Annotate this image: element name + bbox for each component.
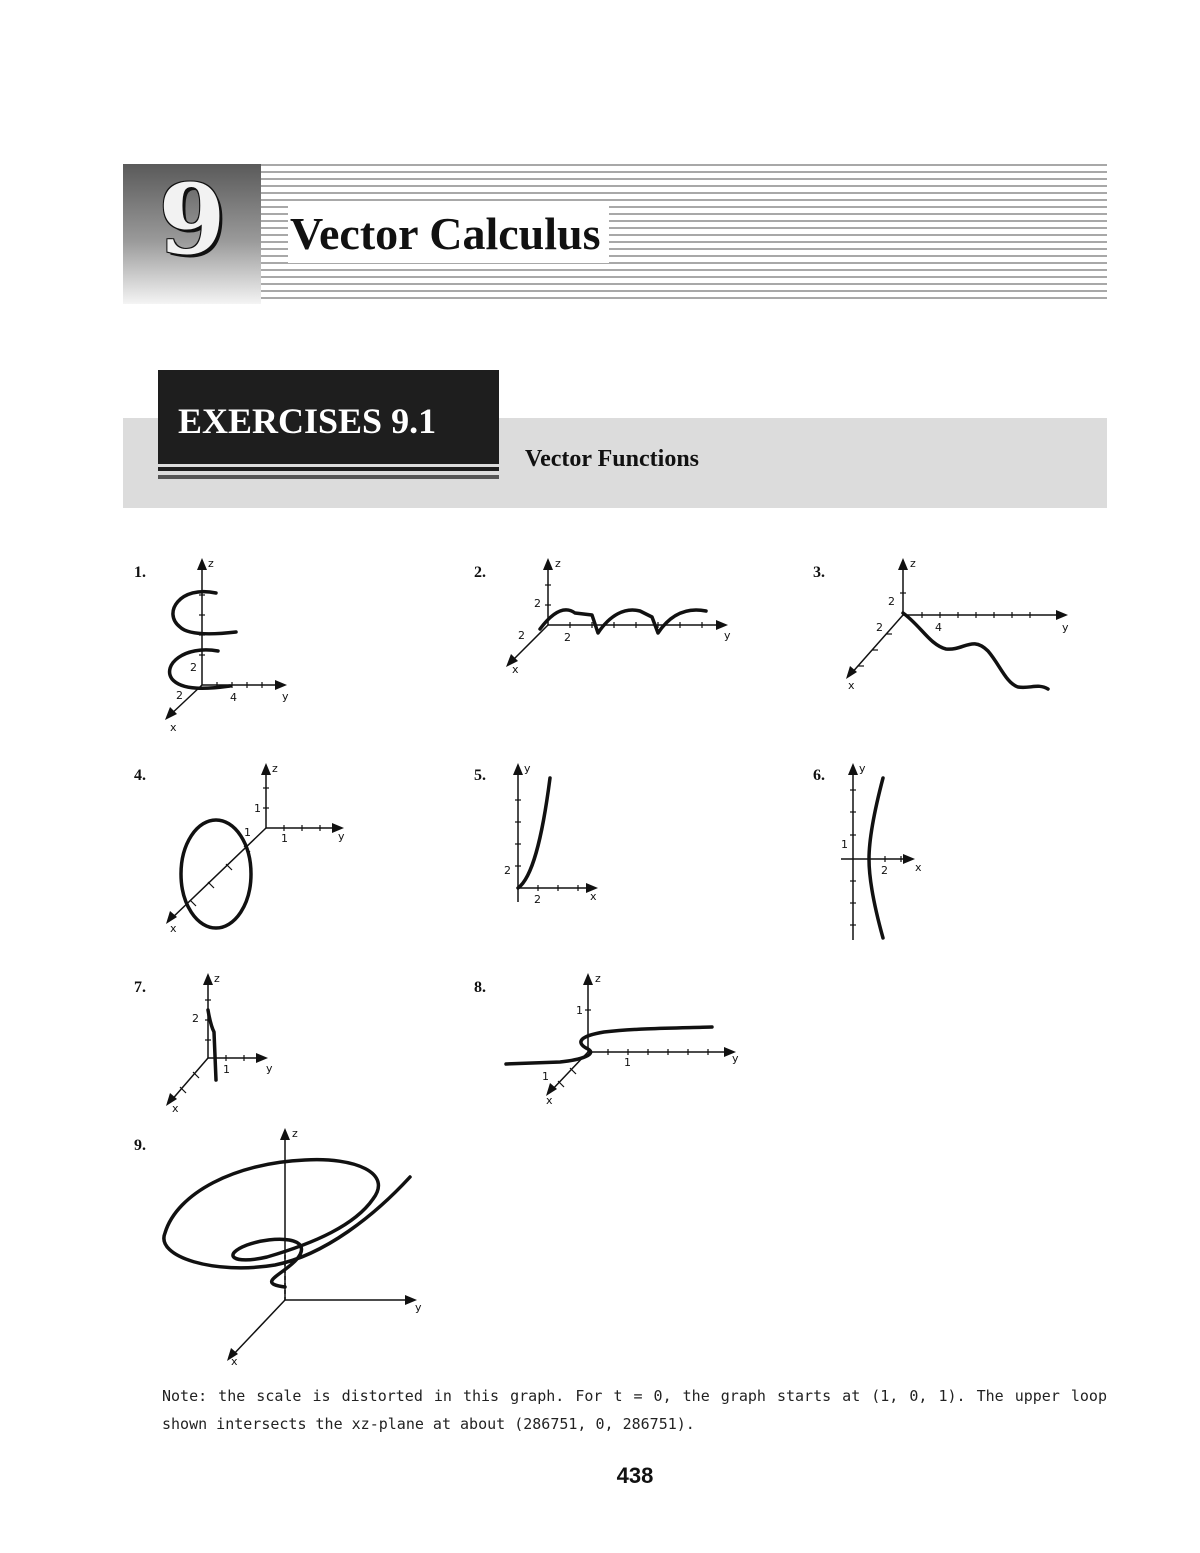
axis-label-x: x xyxy=(546,1094,553,1107)
tick-label: 1 xyxy=(254,802,261,815)
exercise-number-7: 7. xyxy=(134,979,146,996)
axis-label-y: y xyxy=(732,1052,739,1065)
axis-label-z: z xyxy=(214,972,220,985)
section-label: EXERCISES 9.1 xyxy=(178,401,437,441)
axis-label-x: x xyxy=(170,721,177,734)
axes xyxy=(166,763,344,924)
axes xyxy=(227,1128,417,1361)
tick-label: 1 xyxy=(576,1004,583,1017)
axis-label-z: z xyxy=(272,762,278,775)
tick-label: 2 xyxy=(518,629,525,642)
curve xyxy=(518,778,550,888)
tick-label: 2 xyxy=(504,864,511,877)
axis-label-x: x xyxy=(915,861,922,874)
exercise-number-4: 4. xyxy=(134,767,146,784)
section-subtitle: Vector Functions xyxy=(525,446,699,472)
tick-label: 4 xyxy=(230,691,237,704)
curve xyxy=(869,778,883,938)
axis-label-y: y xyxy=(859,762,866,775)
section-rule xyxy=(158,467,499,471)
graph-3 xyxy=(840,555,1080,695)
chapter-title: Vector Calculus xyxy=(288,205,609,263)
curve xyxy=(208,1010,216,1080)
tick-label: 2 xyxy=(534,893,541,906)
graph-9 xyxy=(155,1125,440,1370)
exercise-number-9: 9. xyxy=(134,1137,146,1154)
graph-1 xyxy=(160,555,300,735)
axis-label-x: x xyxy=(172,1102,179,1115)
exercise-number-6: 6. xyxy=(813,767,825,784)
curve xyxy=(903,613,1048,689)
axis-label-x: x xyxy=(170,922,177,935)
axes xyxy=(166,973,268,1106)
curve xyxy=(506,1027,712,1064)
graph-4 xyxy=(160,760,360,935)
axis-label-y: y xyxy=(1062,621,1069,634)
axis-label-y: y xyxy=(266,1062,273,1075)
chapter-number-box xyxy=(123,164,261,304)
axis-label-z: z xyxy=(208,557,214,570)
axis-label-x: x xyxy=(848,679,855,692)
axis-label-y: y xyxy=(415,1301,422,1314)
graph-8 xyxy=(500,970,750,1110)
page-number: 438 xyxy=(616,1463,654,1488)
tick-label: 2 xyxy=(190,661,197,674)
tick-label: 2 xyxy=(192,1012,199,1025)
tick-label: 1 xyxy=(542,1070,549,1083)
graph-7 xyxy=(160,970,290,1115)
graph-note: Note: the scale is distorted in this graph. For t = 0, the graph starts at (1, 0, 1). The upper loop shown intersects the xz-plane at about (286751, 0, 286751). xyxy=(162,1387,1107,1433)
tick-label: 2 xyxy=(176,689,183,702)
axis-label-z: z xyxy=(555,557,561,570)
graph-2 xyxy=(500,555,745,705)
exercise-number-3: 3. xyxy=(813,564,825,581)
tick-label: 2 xyxy=(564,631,571,644)
curve xyxy=(540,610,706,633)
graph-6 xyxy=(835,760,935,945)
curve xyxy=(164,1160,410,1287)
axis-label-x: x xyxy=(512,663,519,676)
axis-label-z: z xyxy=(910,557,916,570)
tick-label: 2 xyxy=(881,864,888,877)
tick-label: 2 xyxy=(876,621,883,634)
curve xyxy=(181,820,251,928)
exercise-number-8: 8. xyxy=(474,979,486,996)
tick-label: 1 xyxy=(244,826,251,839)
chapter-number: 9 xyxy=(158,163,226,276)
axis-label-y: y xyxy=(282,690,289,703)
section-rule xyxy=(158,475,499,479)
exercise-number-1: 1. xyxy=(134,564,146,581)
section-label-box xyxy=(158,370,499,464)
axis-label-y: y xyxy=(524,762,531,775)
graph-5 xyxy=(500,760,610,910)
axis-label-x: x xyxy=(590,890,597,903)
axis-label-z: z xyxy=(595,972,601,985)
curve xyxy=(170,592,236,689)
exercise-number-5: 5. xyxy=(474,767,486,784)
axis-label-x: x xyxy=(231,1355,238,1368)
axes xyxy=(165,558,287,720)
axes xyxy=(546,973,736,1096)
axis-label-y: y xyxy=(338,830,345,843)
tick-label: 4 xyxy=(935,621,942,634)
tick-label: 1 xyxy=(223,1063,230,1076)
exercise-number-2: 2. xyxy=(474,564,486,581)
axis-label-y: y xyxy=(724,629,731,642)
tick-label: 2 xyxy=(888,595,895,608)
tick-label: 1 xyxy=(624,1056,631,1069)
tick-label: 2 xyxy=(534,597,541,610)
axes xyxy=(846,558,1068,679)
tick-label: 1 xyxy=(281,832,288,845)
tick-label: 1 xyxy=(841,838,848,851)
axis-label-z: z xyxy=(292,1127,298,1140)
